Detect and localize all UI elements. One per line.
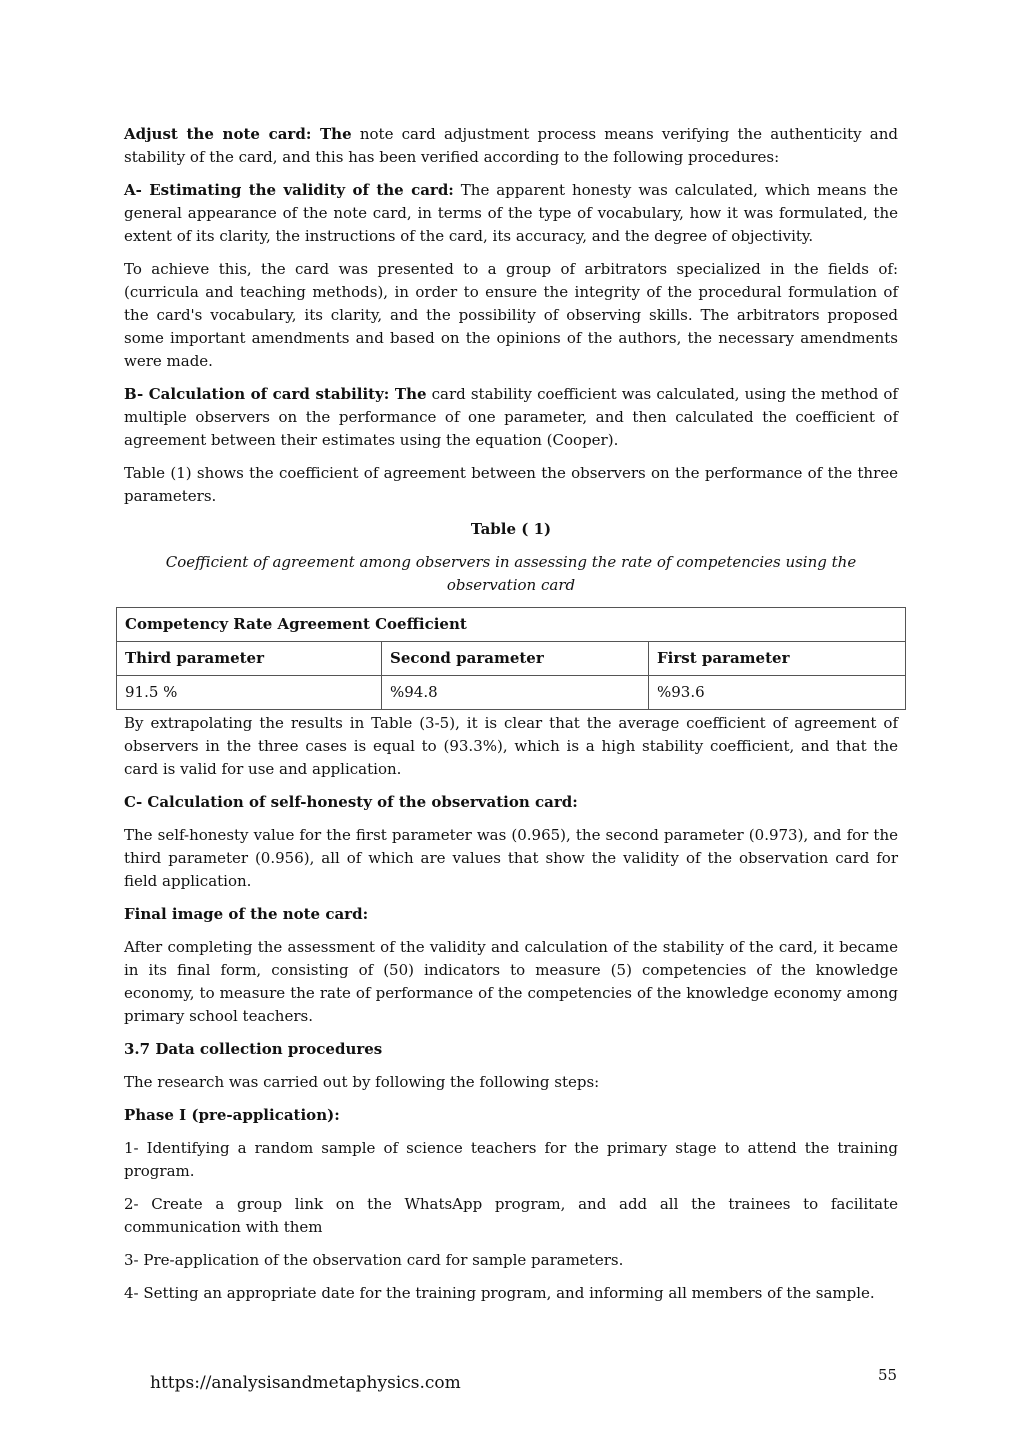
list-item: 1- Identifying a random sample of science teachers for the primary stage to attend the training program. bbox=[124, 1139, 898, 1180]
value-third-parameter: 91.5 % bbox=[117, 676, 382, 710]
paragraph-final-image: After completing the assessment of the validity and calculation of the stability of the card, it became in its final form, consisting of (50) indicators to measure (5) competencies of the knowledge economy, to measure the rate of performance of the competencies of the knowledge economy among primary school teachers. bbox=[124, 938, 898, 1025]
heading-phase-1 bbox=[124, 1104, 898, 1127]
footer-url[interactable]: https://analysisandmetaphysics.com bbox=[150, 1373, 461, 1393]
table-title bbox=[124, 518, 898, 541]
paragraph-self-honesty: The self-honesty value for the first parameter was (0.965), the second parameter (0.973), and for the third parameter (0.956), all of which are values that show the validity of the observation card for field application. bbox=[124, 826, 898, 890]
page-content bbox=[124, 123, 898, 1315]
paragraph-extrapolating: By extrapolating the results in Table (3-5), it is clear that the average coefficient of agreement of observers in the three cases is equal to (93.3%), which is a high stability coefficient, and that the card is valid for use and application. bbox=[124, 714, 898, 778]
column-second-parameter: Second parameter bbox=[382, 642, 649, 676]
page-number: 55 bbox=[878, 1366, 898, 1384]
table-header-row bbox=[117, 608, 906, 642]
heading-text: Phase I (pre-application): bbox=[124, 1106, 340, 1124]
table-row bbox=[117, 676, 906, 710]
paragraph-validity bbox=[124, 179, 898, 248]
paragraph-lead-bold: Adjust the note card: The bbox=[124, 125, 352, 143]
list-item: 4- Setting an appropriate date for the training program, and informing all members of the sample. bbox=[124, 1284, 875, 1302]
table-title-text: Table ( 1) bbox=[470, 520, 552, 538]
heading-text: Final image of the note card: bbox=[124, 905, 369, 923]
column-third-parameter: Third parameter bbox=[117, 642, 382, 676]
value-second-parameter: %94.8 bbox=[382, 676, 649, 710]
paragraph-lead-bold: A- Estimating the validity of the card: bbox=[124, 181, 454, 199]
column-first-parameter: First parameter bbox=[649, 642, 906, 676]
paragraph-steps-intro: The research was carried out by following the following steps: bbox=[124, 1073, 600, 1091]
paragraph-table-intro: Table (1) shows the coefficient of agreement between the observers on the performance of the three parameters. bbox=[124, 464, 898, 505]
table-column-row bbox=[117, 642, 906, 676]
heading-text: 3.7 Data collection procedures bbox=[124, 1040, 383, 1058]
heading-text: C- Calculation of self-honesty of the observation card: bbox=[124, 793, 578, 811]
paragraph-text: card stability coefficient was calculated, using the method of multiple observers on the performance of one parameter, and then calculated the coefficient of agreement between their estimates using the equation (Cooper). bbox=[124, 385, 898, 449]
list-item: 2- Create a group link on the WhatsApp program, and add all the trainees to facilitate communication with them bbox=[124, 1195, 898, 1236]
agreement-table bbox=[116, 607, 906, 710]
paragraph-adjust-note-card bbox=[124, 123, 898, 169]
heading-self-honesty bbox=[124, 791, 898, 814]
paragraph-text: The apparent honesty was calculated, which means the general appearance of the note card, in terms of the type of vocabulary, how it was formulated, the extent of its clarity, the instructions of the card, its accuracy, and the degree of objectivity. bbox=[124, 181, 898, 245]
paragraph-arbitrators: To achieve this, the card was presented to a group of arbitrators specialized in the fields of: (curricula and teaching methods), in order to ensure the integrity of the procedural formulation of the card's vocabulary, its clarity, and the possibility of observing skills. The arbitrators proposed some important amendments and based on the opinions of the authors, the necessary amendments were made. bbox=[124, 260, 898, 370]
heading-data-collection bbox=[124, 1038, 898, 1061]
paragraph-text: note card adjustment process means verifying the authenticity and stability of the card, and this has been verified according to the following procedures: bbox=[124, 125, 899, 166]
table-caption: Coefficient of agreement among observers in assessing the rate of competencies using the observation card bbox=[165, 553, 857, 594]
list-item: 3- Pre-application of the observation card for sample parameters. bbox=[124, 1251, 624, 1269]
heading-final-image bbox=[124, 903, 898, 926]
paragraph-stability bbox=[124, 383, 898, 452]
table-header-cell: Competency Rate Agreement Coefficient bbox=[117, 608, 906, 642]
paragraph-lead-bold: B- Calculation of card stability: The bbox=[124, 385, 427, 403]
value-first-parameter: %93.6 bbox=[649, 676, 906, 710]
